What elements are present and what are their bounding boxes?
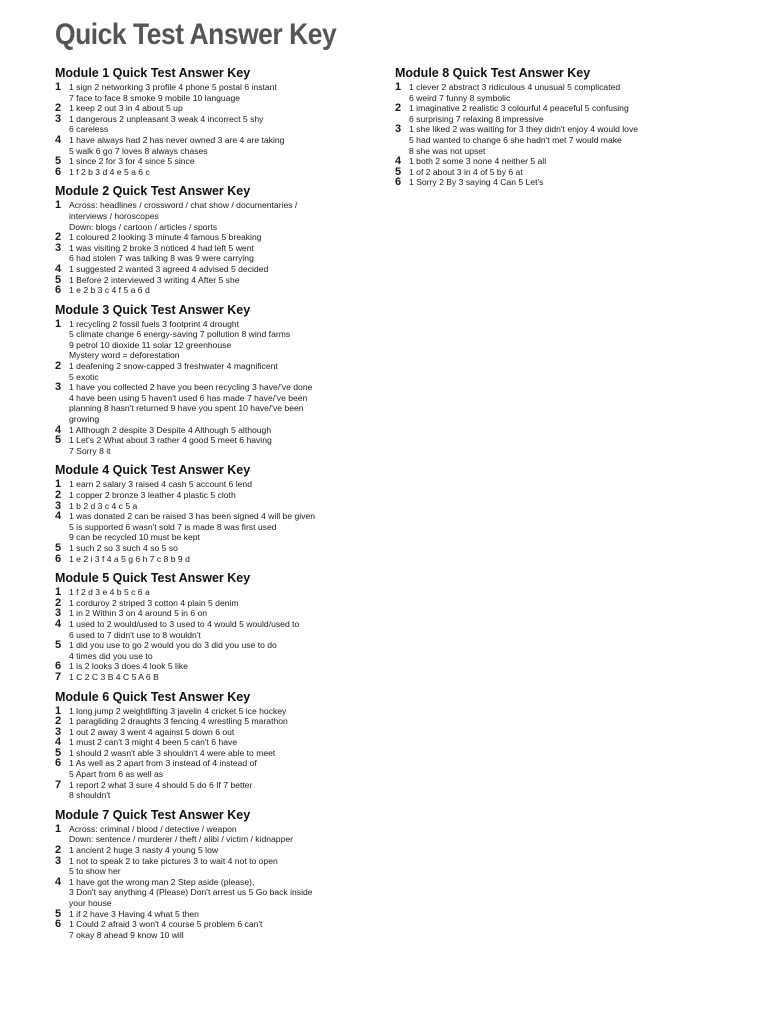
module-heading: Module 5 Quick Test Answer Key <box>55 571 251 586</box>
exercise-item <box>55 598 365 609</box>
module-section <box>55 808 365 941</box>
exercise-answers: 1 long jump 2 weightlifting 3 javelin 4 cricket 5 ice hockey <box>69 705 287 716</box>
exercise-number: 3 <box>55 607 62 620</box>
exercise-number: 6 <box>55 757 62 770</box>
exercise-answers: 1 is 2 looks 3 does 4 look 5 like <box>69 661 188 672</box>
exercise-number: 2 <box>55 360 62 373</box>
exercise-number: 3 <box>55 241 62 254</box>
exercise-answers: 1 of 2 about 3 in 4 of 5 by 6 at <box>409 166 523 177</box>
module-heading: Module 7 Quick Test Answer Key <box>55 807 251 822</box>
module-section <box>395 66 695 188</box>
exercise-answers: 1 was visiting 2 broke 3 noticed 4 had left 5 went 6 had stolen 7 was talking 8 was 9 were carrying <box>69 242 254 264</box>
exercise-number: 5 <box>55 746 62 759</box>
exercise-item <box>55 479 365 490</box>
exercise-number: 3 <box>55 725 62 738</box>
exercise-number: 6 <box>55 660 62 673</box>
exercise-answers: 1 was donated 2 can be raised 3 has been signed 4 will be given 5 is supported 6 wasn't sold 7 is made 8 was first used 9 can be recycled 10 must be kept <box>69 511 316 543</box>
exercise-answers: 1 both 2 some 3 none 4 neither 5 all <box>409 156 547 167</box>
exercise-item <box>55 156 365 167</box>
exercise-item <box>55 285 365 296</box>
exercise-number: 5 <box>55 434 62 447</box>
exercise-answers: 1 did you use to go 2 would you do 3 did you use to do 4 times did you use to <box>69 640 277 661</box>
exercise-number: 5 <box>55 155 62 168</box>
exercise-item <box>55 82 365 103</box>
exercise-item <box>55 103 365 114</box>
exercise-number: 2 <box>55 715 62 728</box>
exercise-number: 6 <box>55 165 62 178</box>
exercise-item <box>395 82 695 103</box>
exercise-item <box>55 780 365 801</box>
right-column <box>395 66 695 195</box>
exercise-number: 4 <box>55 736 62 749</box>
exercise-number: 4 <box>55 617 62 630</box>
exercise-item <box>55 845 365 856</box>
exercise-answers: 1 earn 2 salary 3 raised 4 cash 5 account 6 lend <box>69 479 252 490</box>
module-heading: Module 1 Quick Test Answer Key <box>55 66 251 80</box>
exercise-item <box>55 319 365 361</box>
exercise-number: 1 <box>55 81 62 93</box>
exercise-number: 5 <box>55 907 62 920</box>
exercise-answers: 1 Could 2 afraid 3 won't 4 course 5 problem 6 can't 7 okay 8 ahead 9 know 10 will <box>69 919 263 940</box>
exercise-answers: 1 Sorry 2 By 3 saying 4 Can 5 Let's <box>409 177 544 188</box>
exercise-answers: 1 coloured 2 looking 3 minute 4 famous 5 breaking <box>69 232 262 243</box>
exercise-item <box>55 824 365 845</box>
exercise-answers: 1 not to speak 2 to take pictures 3 to wait 4 not to open 5 to show her <box>69 855 278 877</box>
exercise-number: 5 <box>55 273 62 286</box>
exercise-number: 1 <box>55 704 62 717</box>
exercise-item <box>395 103 695 124</box>
exercise-item <box>55 167 365 178</box>
exercise-number: 3 <box>55 499 62 512</box>
exercise-answers: 1 e 2 i 3 f 4 a 5 g 6 h 7 c 8 b 9 d <box>69 553 190 564</box>
exercise-item <box>55 554 365 565</box>
exercise-item <box>55 706 365 717</box>
exercise-item <box>55 716 365 727</box>
exercise-item <box>55 748 365 759</box>
exercise-answers: 1 report 2 what 3 sure 4 should 5 do 6 If 7 better 8 shouldn't <box>69 779 253 801</box>
exercise-answers: Across: headlines / crossword / chat show / documentaries / interviews / horoscopes Down: blogs / cartoon / articles / sports <box>69 200 298 232</box>
exercise-answers: 1 C 2 C 3 B 4 C 5 A 6 B <box>69 671 159 682</box>
exercise-answers: 1 f 2 b 3 d 4 e 5 a 6 c <box>69 166 150 177</box>
exercise-item <box>55 490 365 501</box>
exercise-number: 4 <box>55 262 62 275</box>
exercise-item <box>55 619 365 640</box>
exercise-answers: 1 keep 2 out 3 in 4 about 5 up <box>69 103 183 114</box>
exercise-number: 7 <box>55 778 62 791</box>
exercise-answers: 1 recycling 2 fossil fuels 3 footprint 4 drought 5 climate change 6 energy-saving 7 pollution 8 wind farms 9 petrol 10 dioxide 11 solar 12 greenhouse Mystery word = deforestation <box>69 318 291 361</box>
module-heading: Module 6 Quick Test Answer Key <box>55 689 251 704</box>
exercise-answers: 1 have you collected 2 have you been recycling 3 have/'ve done 4 have been using 5 haven't used 6 has made 7 have/'ve been planning 8 hasn't returned 9 have you spent 10 have/'ve been growing <box>69 382 313 425</box>
exercise-number: 2 <box>55 102 62 115</box>
exercise-number: 3 <box>395 123 402 136</box>
exercise-item <box>55 382 365 424</box>
exercise-answers: 1 imaginative 2 realistic 3 colourful 4 peaceful 5 confusing 6 surprising 7 relaxing 8 impressive <box>409 103 629 124</box>
exercise-answers: 1 e 2 b 3 c 4 f 5 a 6 d <box>69 285 150 296</box>
exercise-answers: 1 sign 2 networking 3 profile 4 phone 5 postal 6 instant 7 face to face 8 smoke 9 mobile 10 language <box>69 82 277 103</box>
exercise-number: 2 <box>55 844 62 857</box>
exercise-number: 3 <box>55 112 62 125</box>
module-section <box>55 463 365 564</box>
exercise-number: 1 <box>55 822 62 835</box>
exercise-item <box>55 640 365 661</box>
exercise-answers: 1 in 2 Within 3 on 4 around 5 in 6 on <box>69 608 208 619</box>
exercise-number: 5 <box>55 541 62 554</box>
exercise-answers: 1 As well as 2 apart from 3 instead of 4 instead of 5 Apart from 6 as well as <box>69 758 257 780</box>
exercise-item <box>55 135 365 156</box>
exercise-answers: 1 clever 2 abstract 3 ridiculous 4 unusual 5 complicated 6 weird 7 funny 8 symbolic <box>409 82 621 103</box>
module-heading: Module 4 Quick Test Answer Key <box>55 463 251 478</box>
exercise-number: 3 <box>55 854 62 867</box>
exercise-number: 4 <box>395 155 402 168</box>
exercise-item <box>55 200 365 232</box>
exercise-number: 2 <box>55 596 62 609</box>
exercise-number: 4 <box>55 133 62 146</box>
exercise-answers: 1 such 2 so 3 such 4 so 5 so <box>69 542 178 553</box>
exercise-item <box>55 511 365 543</box>
exercise-item <box>55 661 365 672</box>
exercise-item <box>55 501 365 512</box>
exercise-answers: 1 Although 2 despite 3 Despite 4 Although 5 although <box>69 424 272 435</box>
exercise-answers: 1 Before 2 interviewed 3 writing 4 After 5 she <box>69 274 240 285</box>
module-section <box>55 184 365 295</box>
exercise-number: 4 <box>55 423 62 436</box>
exercise-item <box>395 177 695 188</box>
exercise-answers: 1 if 2 have 3 Having 4 what 5 then <box>69 908 199 919</box>
exercise-answers: 1 out 2 away 3 went 4 against 5 down 6 out <box>69 726 235 737</box>
exercise-item <box>55 672 365 683</box>
exercise-item <box>55 232 365 243</box>
module-heading: Module 2 Quick Test Answer Key <box>55 184 251 199</box>
exercise-answers: 1 should 2 wasn't able 3 shouldn't 4 were able to meet <box>69 747 276 758</box>
exercise-item <box>55 909 365 920</box>
module-section <box>55 303 365 457</box>
exercise-item <box>55 587 365 598</box>
exercise-item <box>55 608 365 619</box>
exercise-item <box>55 877 365 909</box>
exercise-answers: 1 paragliding 2 draughts 3 fencing 4 wrestling 5 marathon <box>69 716 288 727</box>
exercise-item <box>55 425 365 436</box>
exercise-answers: 1 must 2 can't 3 might 4 been 5 can't 6 have <box>69 737 238 748</box>
exercise-number: 2 <box>55 231 62 244</box>
exercise-answers: 1 have always had 2 has never owned 3 are 4 are taking 5 walk 6 go 7 loves 8 always chases <box>69 134 285 156</box>
exercise-answers: 1 copper 2 bronze 3 leather 4 plastic 5 cloth <box>69 490 236 500</box>
exercise-number: 6 <box>55 552 62 565</box>
exercise-item <box>55 275 365 286</box>
exercise-item <box>55 361 365 382</box>
exercise-number: 7 <box>55 670 62 683</box>
exercise-number: 1 <box>55 478 62 491</box>
exercise-number: 1 <box>395 81 402 93</box>
exercise-item <box>55 543 365 554</box>
module-section <box>55 66 365 177</box>
exercise-answers: 1 deafening 2 snow-capped 3 freshwater 4 magnificent 5 exotic <box>69 361 278 382</box>
exercise-number: 6 <box>395 176 402 189</box>
exercise-item <box>55 264 365 275</box>
exercise-answers: 1 she liked 2 was waiting for 3 they didn't enjoy 4 would love 5 had wanted to change 6 she hadn't met 7 would make 8 she was not upset <box>409 124 639 156</box>
exercise-number: 4 <box>55 875 62 888</box>
page-title: Quick Test Answer Key <box>55 18 337 51</box>
exercise-answers: 1 since 2 for 3 for 4 since 5 since <box>69 156 195 167</box>
exercise-number: 5 <box>55 639 62 652</box>
exercise-answers: 1 ancient 2 huge 3 nasty 4 young 5 low <box>69 845 219 856</box>
exercise-item <box>395 124 695 156</box>
exercise-item <box>55 758 365 779</box>
exercise-number: 3 <box>55 381 62 394</box>
exercise-answers: 1 b 2 d 3 c 4 c 5 a <box>69 500 138 511</box>
exercise-answers: 1 f 2 d 3 e 4 b 5 c 6 a <box>69 587 150 598</box>
exercise-number: 1 <box>55 199 62 212</box>
exercise-answers: 1 Let's 2 What about 3 rather 4 good 5 meet 6 having 7 Sorry 8 it <box>69 435 272 456</box>
exercise-number: 1 <box>55 317 62 330</box>
exercise-item <box>55 435 365 456</box>
left-column <box>55 66 365 947</box>
module-section <box>55 690 365 801</box>
exercise-answers: 1 used to 2 would/used to 3 used to 4 would 5 would/used to 6 used to 7 didn't use to 8 wouldn't <box>69 618 300 640</box>
exercise-number: 6 <box>55 284 62 297</box>
exercise-number: 5 <box>395 165 402 178</box>
module-heading: Module 3 Quick Test Answer Key <box>55 302 251 317</box>
exercise-item <box>55 727 365 738</box>
module-heading: Module 8 Quick Test Answer Key <box>395 66 591 80</box>
exercise-answers: 1 suggested 2 wanted 3 agreed 4 advised 5 decided <box>69 263 269 274</box>
exercise-item <box>395 156 695 167</box>
exercise-answers: Across: criminal / blood / detective / weapon Down: sentence / murderer / theft / alibi / victim / kidnapper <box>69 823 294 845</box>
exercise-item <box>55 114 365 135</box>
exercise-item <box>55 919 365 940</box>
exercise-item <box>55 243 365 264</box>
exercise-answers: 1 have got the wrong man 2 Step aside (please), 3 Don't say anything 4 (Please) Don't arrest us 5 Go back inside your house <box>69 876 313 908</box>
exercise-number: 2 <box>55 489 62 501</box>
exercise-number: 1 <box>55 586 62 599</box>
exercise-item <box>395 167 695 178</box>
exercise-answers: 1 corduroy 2 striped 3 cotton 4 plain 5 denim <box>69 597 239 608</box>
exercise-number: 2 <box>395 102 402 115</box>
exercise-answers: 1 dangerous 2 unpleasant 3 weak 4 incorrect 5 shy 6 careless <box>69 113 264 135</box>
exercise-number: 4 <box>55 510 62 523</box>
exercise-item <box>55 856 365 877</box>
module-section <box>55 571 365 682</box>
exercise-item <box>55 737 365 748</box>
exercise-number: 6 <box>55 918 62 931</box>
